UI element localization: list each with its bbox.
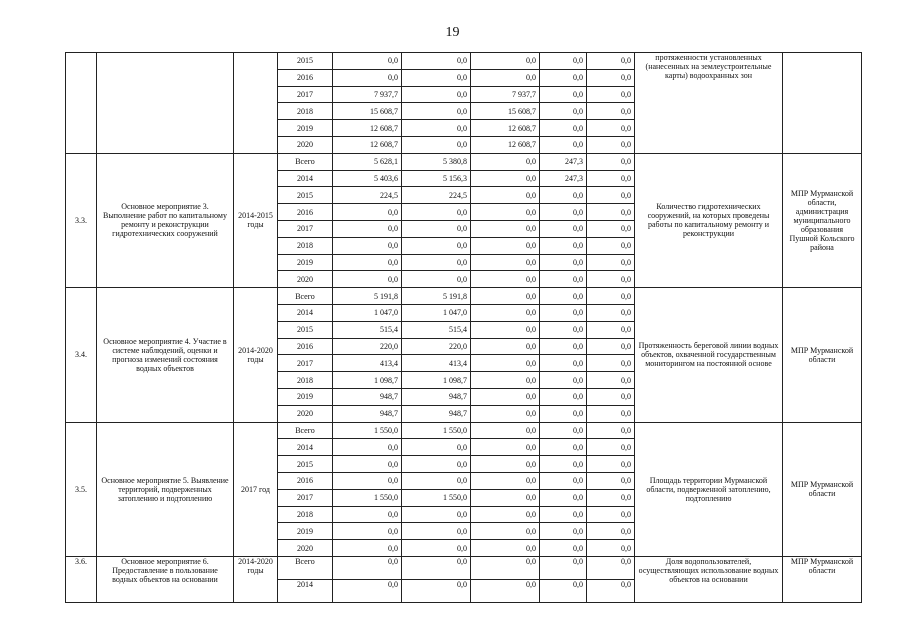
value-cell: 0,0 — [333, 456, 402, 473]
value-cell: 0,0 — [587, 405, 635, 422]
activity-name: Основное мероприятие 5. Выявление территорий, подверженных затоплению и подтоплению — [97, 422, 234, 556]
value-cell: 7 937,7 — [471, 86, 540, 103]
year-cell: Всего — [278, 556, 333, 579]
value-cell: 948,7 — [333, 388, 402, 405]
section-number: 3.4. — [66, 288, 97, 422]
value-cell: 0,0 — [540, 523, 587, 540]
value-cell: 1 550,0 — [402, 489, 471, 506]
year-cell: 2019 — [278, 523, 333, 540]
value-cell: 1 550,0 — [333, 489, 402, 506]
year-cell: 2014 — [278, 170, 333, 187]
value-cell: 15 608,7 — [333, 103, 402, 120]
value-cell: 0,0 — [540, 69, 587, 86]
table-row — [66, 53, 862, 70]
value-cell: 0,0 — [402, 472, 471, 489]
year-cell: 2017 — [278, 489, 333, 506]
value-cell: 0,0 — [587, 456, 635, 473]
value-cell: 0,0 — [333, 523, 402, 540]
year-cell: 2018 — [278, 103, 333, 120]
value-cell: 0,0 — [587, 288, 635, 305]
value-cell: 0,0 — [333, 540, 402, 557]
value-cell: 0,0 — [402, 579, 471, 602]
value-cell: 0,0 — [471, 523, 540, 540]
value-cell: 0,0 — [333, 53, 402, 70]
value-cell: 0,0 — [333, 472, 402, 489]
value-cell: 0,0 — [471, 405, 540, 422]
value-cell: 12 608,7 — [471, 136, 540, 153]
value-cell: 7 937,7 — [333, 86, 402, 103]
indicator-cell: Площадь территории Мурманской области, подверженной затоплению, подтоплению — [635, 422, 783, 556]
value-cell: 0,0 — [587, 355, 635, 372]
value-cell: 0,0 — [587, 540, 635, 557]
indicator-cell: Протяженность береговой линии водных объектов, охваченной государственным мониторингом на постоянной основе — [635, 288, 783, 422]
value-cell: 0,0 — [471, 355, 540, 372]
value-cell: 0,0 — [540, 506, 587, 523]
executor-cell: МПР Мурманской области — [783, 288, 862, 422]
value-cell: 220,0 — [402, 338, 471, 355]
value-cell: 0,0 — [540, 388, 587, 405]
page-number: 19 — [445, 25, 460, 40]
value-cell: 0,0 — [402, 271, 471, 288]
value-cell: 0,0 — [402, 120, 471, 137]
value-cell: 0,0 — [587, 439, 635, 456]
value-cell: 15 608,7 — [471, 103, 540, 120]
table-body — [66, 53, 862, 603]
value-cell: 5 191,8 — [333, 288, 402, 305]
value-cell: 0,0 — [540, 489, 587, 506]
table-row — [66, 422, 862, 439]
value-cell: 0,0 — [540, 271, 587, 288]
value-cell: 0,0 — [587, 187, 635, 204]
value-cell: 0,0 — [471, 187, 540, 204]
value-cell: 0,0 — [471, 53, 540, 70]
value-cell: 0,0 — [471, 304, 540, 321]
period-cell: 2017 год — [234, 422, 278, 556]
year-cell: 2017 — [278, 220, 333, 237]
value-cell: 0,0 — [402, 53, 471, 70]
year-cell: 2016 — [278, 472, 333, 489]
value-cell: 0,0 — [587, 271, 635, 288]
value-cell: 948,7 — [402, 388, 471, 405]
value-cell: 5 403,6 — [333, 170, 402, 187]
value-cell: 0,0 — [471, 388, 540, 405]
value-cell: 0,0 — [333, 579, 402, 602]
value-cell: 0,0 — [333, 254, 402, 271]
year-cell: 2014 — [278, 439, 333, 456]
value-cell: 0,0 — [587, 489, 635, 506]
value-cell: 0,0 — [540, 355, 587, 372]
value-cell: 1 047,0 — [333, 304, 402, 321]
value-cell: 515,4 — [402, 321, 471, 338]
value-cell: 0,0 — [540, 556, 587, 579]
value-cell: 0,0 — [587, 388, 635, 405]
year-cell: 2020 — [278, 405, 333, 422]
value-cell: 0,0 — [471, 422, 540, 439]
value-cell: 1 098,7 — [402, 372, 471, 389]
value-cell: 0,0 — [587, 136, 635, 153]
value-cell: 0,0 — [333, 439, 402, 456]
value-cell: 0,0 — [471, 288, 540, 305]
section-number: 3.3. — [66, 153, 97, 287]
year-cell: 2016 — [278, 338, 333, 355]
value-cell: 0,0 — [471, 506, 540, 523]
value-cell: 0,0 — [587, 472, 635, 489]
value-cell: 0,0 — [471, 321, 540, 338]
value-cell: 0,0 — [471, 254, 540, 271]
value-cell: 0,0 — [540, 321, 587, 338]
value-cell: 0,0 — [471, 153, 540, 170]
value-cell: 0,0 — [587, 120, 635, 137]
value-cell: 0,0 — [587, 321, 635, 338]
value-cell: 0,0 — [471, 220, 540, 237]
indicator-cell: Доля водопользователей, осуществляющих использование водных объектов на основании — [635, 556, 783, 602]
value-cell: 0,0 — [540, 372, 587, 389]
value-cell: 0,0 — [540, 53, 587, 70]
value-cell: 0,0 — [402, 556, 471, 579]
value-cell: 0,0 — [333, 506, 402, 523]
value-cell: 0,0 — [540, 456, 587, 473]
year-cell: 2020 — [278, 271, 333, 288]
value-cell: 0,0 — [587, 69, 635, 86]
value-cell: 0,0 — [540, 120, 587, 137]
period-cell: 2014-2020 годы — [234, 556, 278, 602]
value-cell: 0,0 — [540, 254, 587, 271]
table-row — [66, 556, 862, 579]
value-cell: 0,0 — [540, 237, 587, 254]
year-cell: Всего — [278, 153, 333, 170]
table-row — [66, 153, 862, 170]
value-cell: 0,0 — [587, 372, 635, 389]
value-cell: 0,0 — [402, 220, 471, 237]
value-cell: 0,0 — [587, 422, 635, 439]
value-cell: 0,0 — [333, 271, 402, 288]
value-cell: 0,0 — [540, 439, 587, 456]
value-cell: 0,0 — [587, 523, 635, 540]
value-cell: 0,0 — [540, 579, 587, 602]
year-cell: 2015 — [278, 456, 333, 473]
value-cell: 247,3 — [540, 153, 587, 170]
value-cell: 0,0 — [587, 579, 635, 602]
value-cell: 0,0 — [540, 288, 587, 305]
value-cell: 413,4 — [402, 355, 471, 372]
section-number: 3.6. — [66, 556, 97, 602]
value-cell: 0,0 — [587, 86, 635, 103]
year-cell: 2017 — [278, 86, 333, 103]
period-cell — [234, 53, 278, 154]
value-cell: 0,0 — [333, 556, 402, 579]
value-cell: 0,0 — [471, 489, 540, 506]
year-cell: 2020 — [278, 540, 333, 557]
value-cell: 12 608,7 — [333, 136, 402, 153]
value-cell: 0,0 — [540, 136, 587, 153]
value-cell: 515,4 — [333, 321, 402, 338]
value-cell: 0,0 — [587, 338, 635, 355]
value-cell: 948,7 — [402, 405, 471, 422]
year-cell: 2019 — [278, 254, 333, 271]
value-cell: 5 380,8 — [402, 153, 471, 170]
value-cell: 413,4 — [333, 355, 402, 372]
value-cell: 0,0 — [540, 187, 587, 204]
value-cell: 0,0 — [402, 103, 471, 120]
value-cell: 0,0 — [402, 439, 471, 456]
value-cell: 0,0 — [471, 540, 540, 557]
value-cell: 0,0 — [333, 69, 402, 86]
value-cell: 0,0 — [540, 540, 587, 557]
value-cell: 0,0 — [402, 237, 471, 254]
value-cell: 0,0 — [540, 422, 587, 439]
year-cell: 2018 — [278, 372, 333, 389]
indicator-cell: Количество гидротехнических сооружений, на которых проведены работы по капитальному ремонту и реконструкции — [635, 153, 783, 287]
year-cell: 2018 — [278, 237, 333, 254]
value-cell: 0,0 — [471, 472, 540, 489]
value-cell: 0,0 — [471, 69, 540, 86]
executor-cell — [783, 53, 862, 154]
value-cell: 1 047,0 — [402, 304, 471, 321]
value-cell: 0,0 — [333, 204, 402, 221]
value-cell: 0,0 — [471, 456, 540, 473]
name-cell — [97, 53, 234, 154]
value-cell: 0,0 — [540, 338, 587, 355]
year-cell: 2019 — [278, 388, 333, 405]
year-cell: Всего — [278, 422, 333, 439]
value-cell: 0,0 — [587, 103, 635, 120]
executor-cell: МПР Мурманской области, администрация муниципального образования Пушной Кольского района — [783, 153, 862, 287]
value-cell: 0,0 — [471, 271, 540, 288]
table-row — [66, 288, 862, 305]
value-cell: 1 098,7 — [333, 372, 402, 389]
value-cell: 0,0 — [402, 69, 471, 86]
value-cell: 0,0 — [587, 254, 635, 271]
value-cell: 0,0 — [402, 254, 471, 271]
activity-name: Основное мероприятие 6. Предоставление в пользование водных объектов на основании — [97, 556, 234, 602]
value-cell: 0,0 — [471, 204, 540, 221]
value-cell: 1 550,0 — [333, 422, 402, 439]
executor-cell: МПР Мурманской области — [783, 556, 862, 602]
activity-name: Основное мероприятие 3. Выполнение работ по капитальному ремонту и реконструкции гидротехнических сооружений — [97, 153, 234, 287]
value-cell: 247,3 — [540, 170, 587, 187]
value-cell: 220,0 — [333, 338, 402, 355]
value-cell: 0,0 — [540, 472, 587, 489]
indicator-cell: протяженности установленных (нанесенных на землеустроительные карты) водоохранных зон — [635, 53, 783, 154]
year-cell: 2019 — [278, 120, 333, 137]
value-cell: 0,0 — [402, 456, 471, 473]
value-cell: 948,7 — [333, 405, 402, 422]
value-cell: 0,0 — [402, 204, 471, 221]
value-cell: 0,0 — [402, 506, 471, 523]
value-cell: 0,0 — [540, 103, 587, 120]
value-cell: 12 608,7 — [333, 120, 402, 137]
executor-cell: МПР Мурманской области — [783, 422, 862, 556]
year-cell: 2014 — [278, 304, 333, 321]
value-cell: 0,0 — [471, 579, 540, 602]
value-cell: 0,0 — [540, 304, 587, 321]
num-cell — [66, 53, 97, 154]
value-cell: 0,0 — [402, 86, 471, 103]
value-cell: 0,0 — [587, 220, 635, 237]
year-cell: 2015 — [278, 321, 333, 338]
value-cell: 0,0 — [540, 86, 587, 103]
value-cell: 5 628,1 — [333, 153, 402, 170]
year-cell: 2015 — [278, 53, 333, 70]
value-cell: 0,0 — [540, 204, 587, 221]
year-cell: 2015 — [278, 187, 333, 204]
value-cell: 0,0 — [471, 372, 540, 389]
value-cell: 0,0 — [587, 170, 635, 187]
year-cell: 2017 — [278, 355, 333, 372]
activity-name: Основное мероприятие 4. Участие в системе наблюдений, оценки и прогноза изменений состояния водных объектов — [97, 288, 234, 422]
value-cell: 5 191,8 — [402, 288, 471, 305]
value-cell: 0,0 — [471, 237, 540, 254]
year-cell: Всего — [278, 288, 333, 305]
value-cell: 1 550,0 — [402, 422, 471, 439]
value-cell: 0,0 — [471, 170, 540, 187]
value-cell: 0,0 — [587, 53, 635, 70]
section-number: 3.5. — [66, 422, 97, 556]
value-cell: 0,0 — [587, 237, 635, 254]
value-cell: 0,0 — [402, 540, 471, 557]
year-cell: 2018 — [278, 506, 333, 523]
value-cell: 0,0 — [471, 556, 540, 579]
period-cell: 2014-2015 годы — [234, 153, 278, 287]
value-cell: 5 156,3 — [402, 170, 471, 187]
value-cell: 0,0 — [402, 136, 471, 153]
year-cell: 2016 — [278, 204, 333, 221]
value-cell: 0,0 — [333, 220, 402, 237]
value-cell: 0,0 — [587, 204, 635, 221]
value-cell: 224,5 — [333, 187, 402, 204]
value-cell: 0,0 — [333, 237, 402, 254]
value-cell: 0,0 — [587, 556, 635, 579]
value-cell: 0,0 — [587, 304, 635, 321]
value-cell: 0,0 — [471, 338, 540, 355]
value-cell: 0,0 — [402, 523, 471, 540]
year-cell: 2016 — [278, 69, 333, 86]
period-cell: 2014-2020 годы — [234, 288, 278, 422]
program-table — [65, 52, 862, 603]
value-cell: 12 608,7 — [471, 120, 540, 137]
value-cell: 0,0 — [540, 405, 587, 422]
year-cell: 2020 — [278, 136, 333, 153]
year-cell: 2014 — [278, 579, 333, 602]
value-cell: 0,0 — [540, 220, 587, 237]
value-cell: 224,5 — [402, 187, 471, 204]
value-cell: 0,0 — [587, 153, 635, 170]
value-cell: 0,0 — [587, 506, 635, 523]
value-cell: 0,0 — [471, 439, 540, 456]
